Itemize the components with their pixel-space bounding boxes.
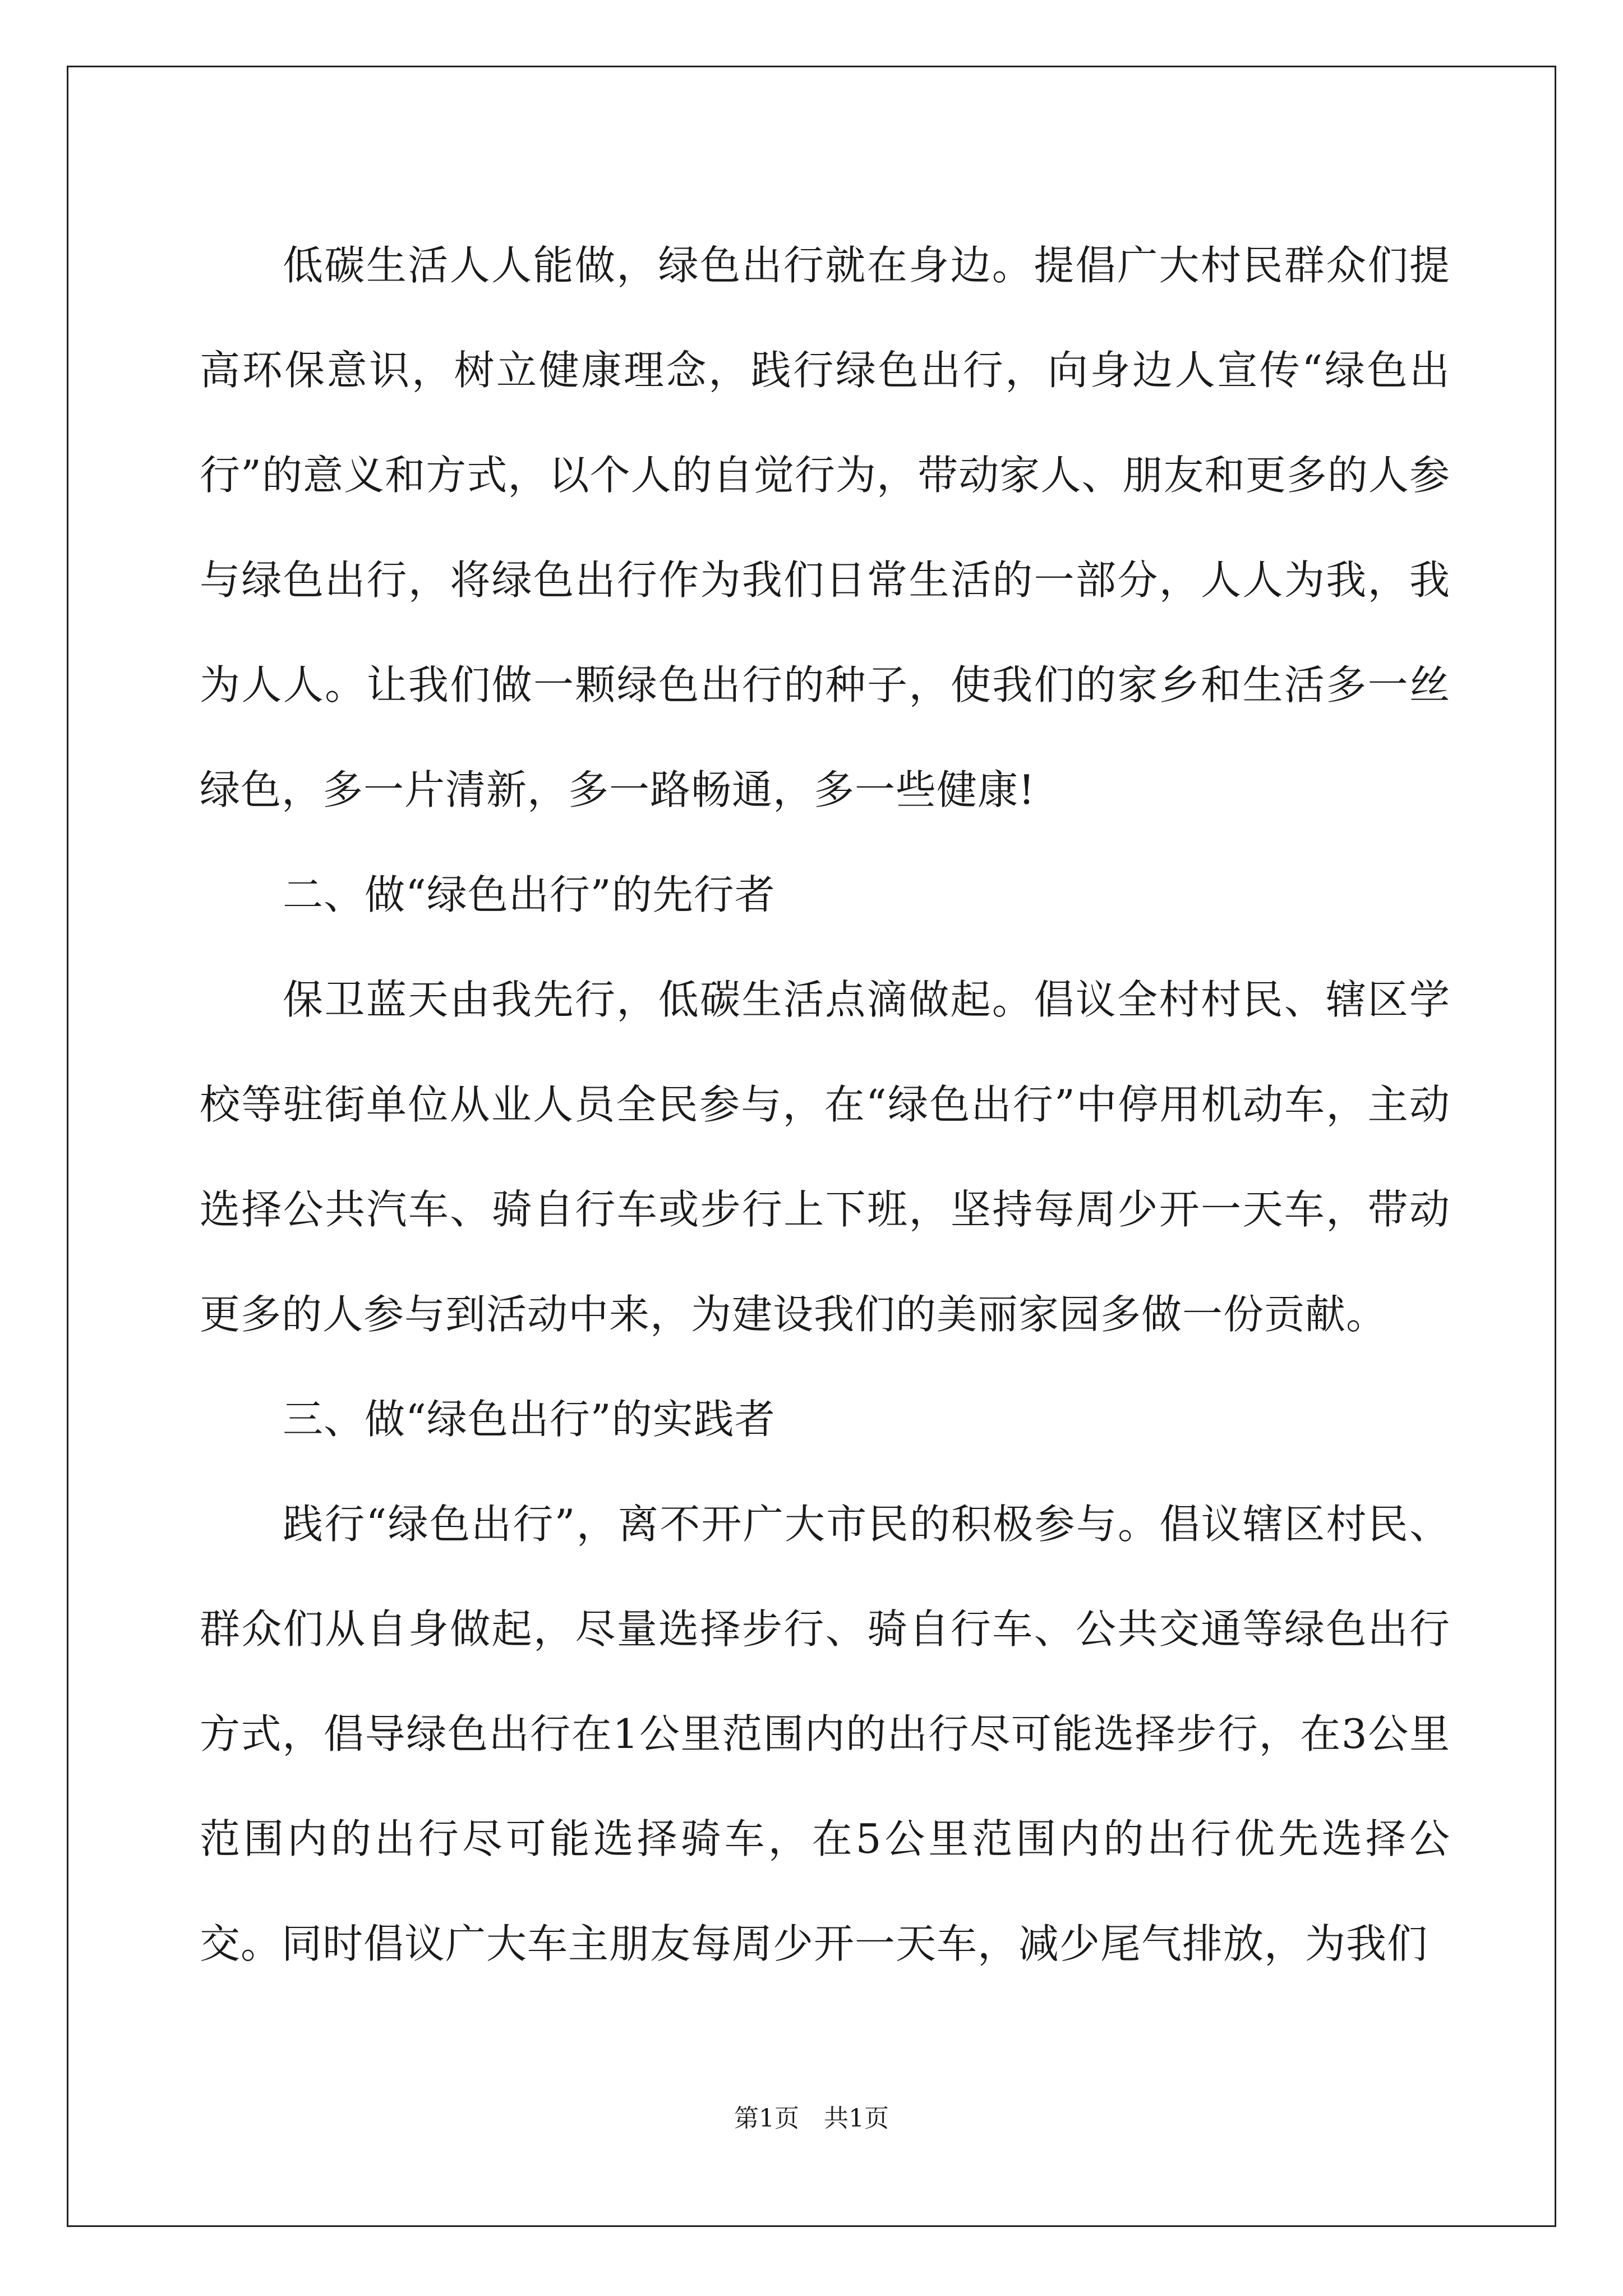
paragraph-intro: 低碳生活人人能做，绿色出行就在身边。提倡广大村民群众们提高环保意识，树立健康理念，践行绿色出行，向身边人宣传“绿色出行”的意义和方式，以个人的自觉行为，带动家人、朋友和更多的人参与绿色出行，将绿色出行作为我们日常生活的一部分，人人为我，我为人人。让我们做一颗绿色出行的种子，使我们的家乡和生活多一丝绿色，多一片清新，多一路畅通，多一些健康! [200, 242, 1450, 813]
page-number-footer: 第1页 共1页 [734, 2104, 889, 2133]
section-heading-3: 三、做“绿色出行”的实践者 [283, 1396, 776, 1443]
section-heading-2: 二、做“绿色出行”的先行者 [283, 871, 776, 918]
paragraph-section-3: 践行“绿色出行”，离不开广大市民的积极参与。倡议辖区村民、群众们从自身做起，尽量选择步行、骑自行车、公共交通等绿色出行方式，倡导绿色出行在1公里范围内的出行尽可能选择步行，在3公里范围内的出行尽可能选择骑车，在5公里范围内的出行优先选择公交。同时倡议广大车主朋友每周少开一天车，减少尾气排放，为我们 [200, 1501, 1450, 1967]
document-body [200, 213, 1450, 1996]
paragraph-section-2: 保卫蓝天由我先行，低碳生活点滴做起。倡议全村村民、辖区学校等驻街单位从业人员全民参与，在“绿色出行”中停用机动车，主动选择公共汽车、骑自行车或步行上下班，坚持每周少开一天车，带动更多的人参与到活动中来，为建设我们的美丽家园多做一份贡献。 [200, 976, 1450, 1338]
